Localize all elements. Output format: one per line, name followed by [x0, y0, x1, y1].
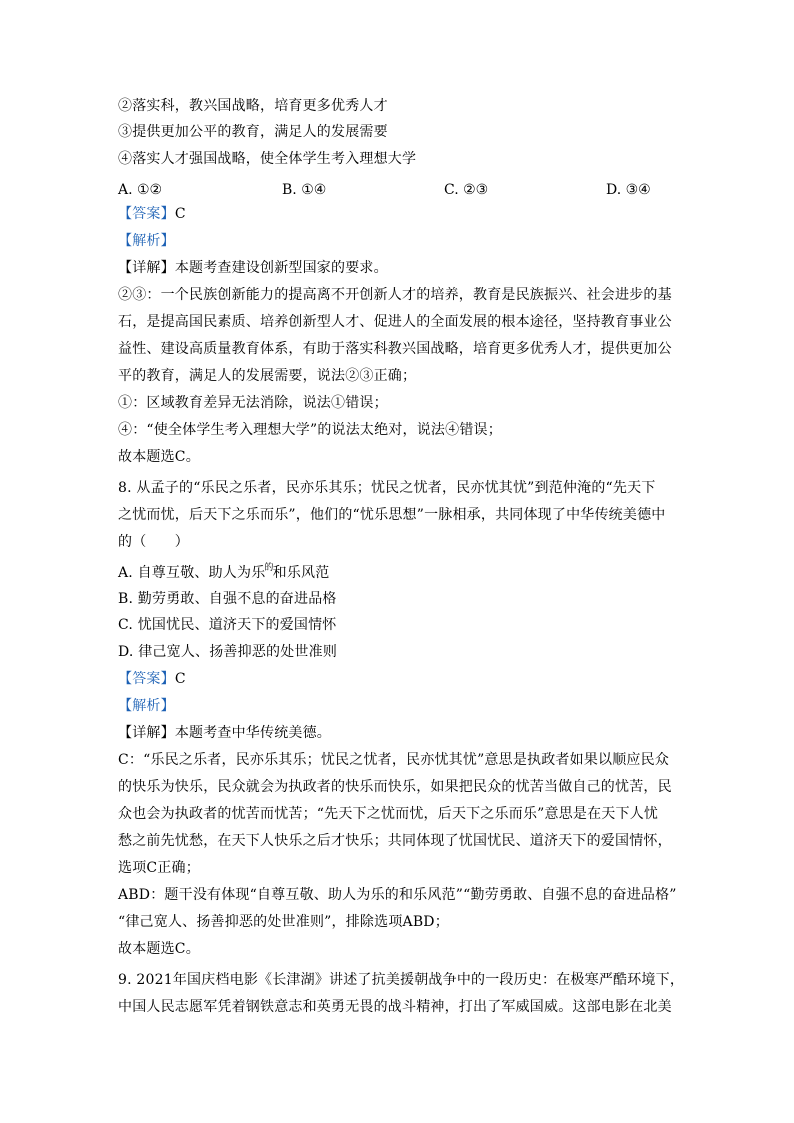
question-8-stem-line: 8. 从孟子的“乐民之乐者，民亦乐其乐；忧民之忧者，民亦忧其忧”到范仲淹的“先天下	[118, 480, 656, 496]
explanation-line: 平的教育，满足人的发展需要，说法②③正确；	[118, 368, 417, 384]
explanation-line: ABD：题干没有体现“自尊互敬、助人为乐的和乐风范”“勤劳勇敢、自强不息的奋进品格”	[118, 887, 677, 903]
option-c: C. 忧国忧民、道济天下的爱国情怀	[118, 617, 337, 633]
choice-d: D. ③④	[606, 182, 651, 198]
choice-b: B. ①④	[282, 182, 327, 198]
explanation-line: C：“乐民之乐者，民亦乐其乐；忧民之忧者，民亦忧其忧”意思是执政者如果以顺应民众	[118, 752, 670, 768]
question-9-stem-line: 中国人民志愿军凭着钢铁意志和英勇无畏的战斗精神，打出了军威国威。这部电影在北美	[118, 999, 672, 1015]
explanation-line: ①：区域教育差异无法消除，说法①错误；	[118, 395, 388, 411]
option-d: D. 律己宽人、扬善抑恶的处世准则	[118, 644, 338, 660]
answer-value: C	[174, 671, 186, 687]
analysis-tag: 【解析】	[118, 698, 175, 714]
option-a	[118, 563, 688, 585]
answer-tag: 【答案】	[118, 671, 175, 687]
detail-text: 本题考查建设创新型国家的要求。	[174, 260, 388, 276]
answer-line	[118, 204, 688, 224]
choice-c: C. ②③	[444, 182, 489, 198]
statement-2: ②落实科，教兴国战略，培育更多优秀人才	[118, 98, 388, 114]
option-a-superscript: 的	[264, 563, 274, 573]
explanation-line: “律己宽人、扬善抑恶的处世准则”，排除选项ABD；	[118, 914, 449, 930]
explanation-line: 众也会为执政者的忧苦而忧苦；“先天下之忧而忧，后天下之乐而乐”意思是在天下人忧	[118, 806, 659, 822]
detail-text: 本题考查中华传统美德。	[174, 725, 332, 741]
answer-line	[118, 669, 688, 689]
detail-tag: 【详解】	[118, 725, 175, 741]
analysis-tag-line	[118, 696, 688, 716]
explanation-line: ②③：一个民族创新能力的提高离不开创新人才的培养，教育是民族振兴、社会进步的基	[118, 287, 672, 303]
explanation-line: 愁之前先忧愁，在天下人快乐之后才快乐；共同体现了忧国忧民、道济天下的爱国情怀，	[118, 833, 672, 849]
analysis-tag: 【解析】	[118, 233, 175, 249]
detail-line	[118, 258, 688, 278]
option-a-text-post: 和乐风范	[272, 565, 330, 581]
explanation-line: 故本题选C。	[118, 941, 200, 957]
choice-a: A. ①②	[118, 182, 163, 198]
explanation-line: 选项C正确；	[118, 860, 200, 876]
option-b: B. 勤劳勇敢、自强不息的奋进品格	[118, 591, 337, 607]
analysis-tag-line	[118, 231, 688, 251]
statement-4: ④落实人才强国战略，使全体学生考入理想大学	[118, 151, 417, 167]
detail-tag: 【详解】	[118, 260, 175, 276]
question-8-stem-line: 之忧而忧，后天下之乐而乐”，他们的“忧乐思想”一脉相承，共同体现了中华传统美德中	[118, 507, 666, 523]
explanation-line: 的快乐为快乐，民众就会为执政者的快乐而快乐，如果把民众的忧苦当做自己的忧苦，民	[118, 779, 672, 795]
question-8-stem-line: 的（ ）	[118, 534, 189, 550]
question-9-stem-line: 9. 2021年国庆档电影《长津湖》讲述了抗美援朝战争中的一段历史：在极寒严酷环境下，	[118, 972, 685, 988]
answer-tag: 【答案】	[118, 206, 175, 222]
explanation-line: 石，是提高国民素质、培养创新型人才、促进人的全面发展的根本途径，坚持教育事业公	[118, 314, 672, 330]
answer-value: C	[174, 206, 186, 222]
explanation-line: 故本题选C。	[118, 449, 200, 465]
explanation-line: ④：“使全体学生考入理想大学”的说法太绝对，说法④错误；	[118, 422, 502, 438]
explanation-line: 益性、建设高质量教育体系，有助于落实科教兴国战略，培育更多优秀人才，提供更加公	[118, 341, 672, 357]
detail-line	[118, 723, 688, 743]
statement-3: ③提供更加公平的教育，满足人的发展需要	[118, 124, 388, 140]
option-a-text-pre: A. 自尊互敬、助人为乐	[118, 565, 266, 581]
